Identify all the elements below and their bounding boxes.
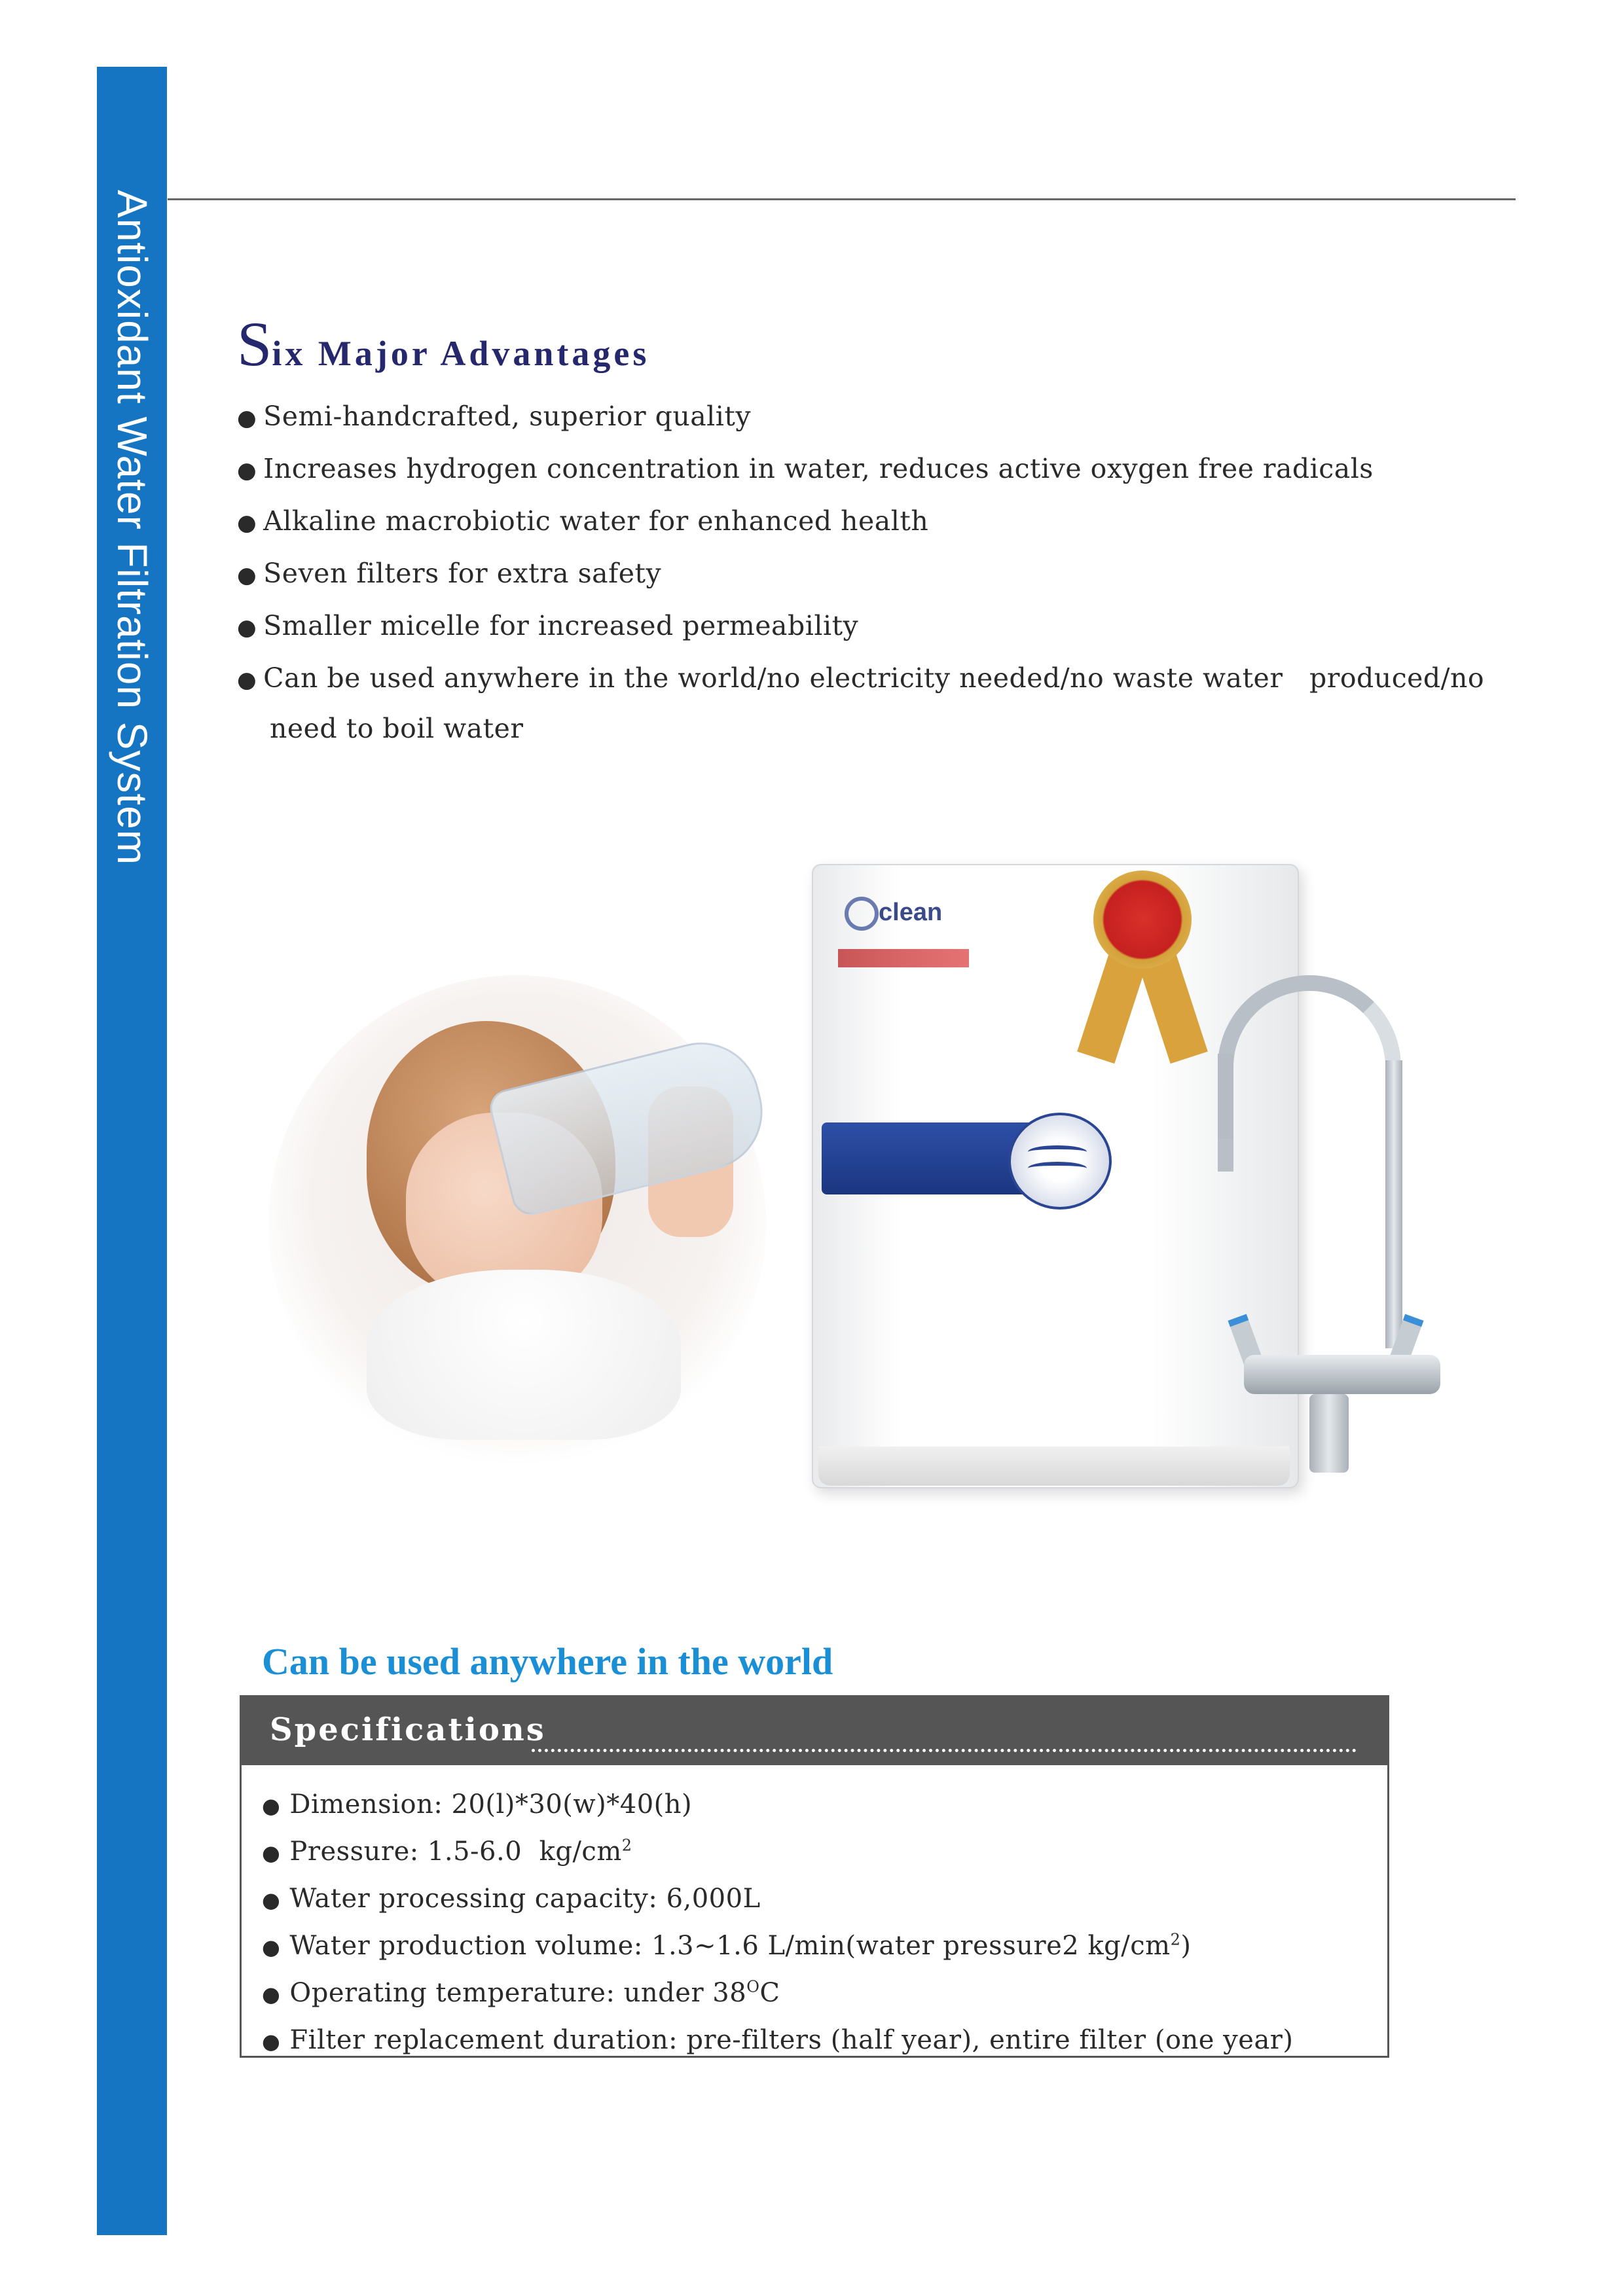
wave-icon (1028, 1162, 1087, 1175)
advantage-text: Smaller micelle for increased permeability (263, 610, 859, 641)
advantages-heading-rest: ix Major Advantages (272, 334, 650, 373)
advantage-item (237, 653, 1485, 751)
spec-item (262, 1970, 1375, 2017)
faucet-body (1244, 1355, 1440, 1394)
side-title (97, 190, 167, 949)
bullet-icon: ● (237, 562, 257, 588)
bullet-icon: ● (237, 615, 257, 641)
advantage-text-continued: need to boil water (270, 713, 524, 744)
advantage-item (237, 601, 1415, 653)
product-label-emblem (1008, 1113, 1112, 1210)
advantages-heading-initial: S (237, 309, 272, 379)
advantage-item (237, 496, 1415, 548)
spec-production-suffix: ) (1180, 1931, 1192, 1961)
specifications-dotted-leader (532, 1723, 1357, 1752)
spec-temperature: Operating temperature: under 38 (289, 1978, 747, 2008)
advantage-text: Alkaline macrobiotic water for enhanced health (263, 505, 929, 537)
advantages-list (237, 391, 1485, 751)
spec-capacity: Water processing capacity: 6,000L (289, 1884, 761, 1914)
bullet-icon: ● (237, 405, 257, 431)
side-title-text: Antioxidant Water Filtration System (109, 190, 156, 866)
faucet-spout (1218, 1054, 1233, 1139)
child-body (367, 1270, 681, 1440)
advantage-text: Semi-handcrafted, superior quality (263, 401, 752, 432)
advantages-heading (237, 308, 649, 380)
specifications-list (262, 1782, 1375, 2064)
top-divider (168, 198, 1516, 200)
spec-production-sup: 2 (1170, 1930, 1181, 1949)
bullet-icon: ● (237, 510, 257, 536)
bullet-icon: ● (262, 1840, 281, 1865)
advantage-text: Can be used anywhere in the world/no electricity needed/no waste water produced/no (263, 662, 1485, 694)
logo-circle-icon (845, 897, 879, 931)
spec-temperature-sup: O (746, 1977, 760, 1996)
advantage-item (237, 444, 1415, 496)
spec-temperature-suffix: C (759, 1978, 780, 2008)
spec-pressure-sup: 2 (621, 1836, 632, 1855)
bullet-icon: ● (262, 1982, 281, 2007)
bullet-icon: ● (262, 1888, 281, 1912)
faucet-stem (1385, 1060, 1402, 1348)
bullet-icon: ● (262, 1793, 281, 1818)
spec-item (262, 1923, 1375, 1970)
advantage-text: Seven filters for extra safety (263, 558, 662, 589)
faucet-base (1309, 1394, 1349, 1473)
advantage-text: Increases hydrogen concentration in water, reduces active oxygen free radicals (263, 453, 1374, 484)
bullet-icon: ● (262, 2029, 281, 2054)
filter-machine-base (818, 1446, 1290, 1486)
advantage-item (237, 548, 1415, 601)
bullet-icon: ● (237, 667, 257, 693)
quality-seal-icon (1093, 870, 1192, 969)
spec-item (262, 1876, 1375, 1923)
brand-logo (845, 897, 956, 956)
spec-filter: Filter replacement duration: pre-filters (half year), entire filter (one year) (289, 2025, 1294, 2055)
spec-item (262, 1829, 1375, 1876)
spec-item (262, 2017, 1375, 2064)
advantage-item (237, 391, 1415, 444)
world-heading: Can be used anywhere in the world (262, 1640, 833, 1683)
brand-tagline-bar (838, 949, 969, 967)
specifications-title: Specifications (270, 1712, 546, 1748)
brand-name: clean (879, 899, 943, 927)
bullet-icon: ● (237, 457, 257, 484)
spec-dimension: Dimension: 20(l)*30(w)*40(h) (289, 1789, 693, 1820)
wave-icon (1028, 1145, 1087, 1158)
spec-item (262, 1782, 1375, 1829)
spec-production: Water production volume: 1.3~1.6 L/min(water pressure2 kg/cm (289, 1931, 1171, 1961)
spec-pressure: Pressure: 1.5-6.0 kg/cm (289, 1837, 622, 1867)
bullet-icon: ● (262, 1935, 281, 1960)
faucet-neck (1218, 975, 1401, 1172)
